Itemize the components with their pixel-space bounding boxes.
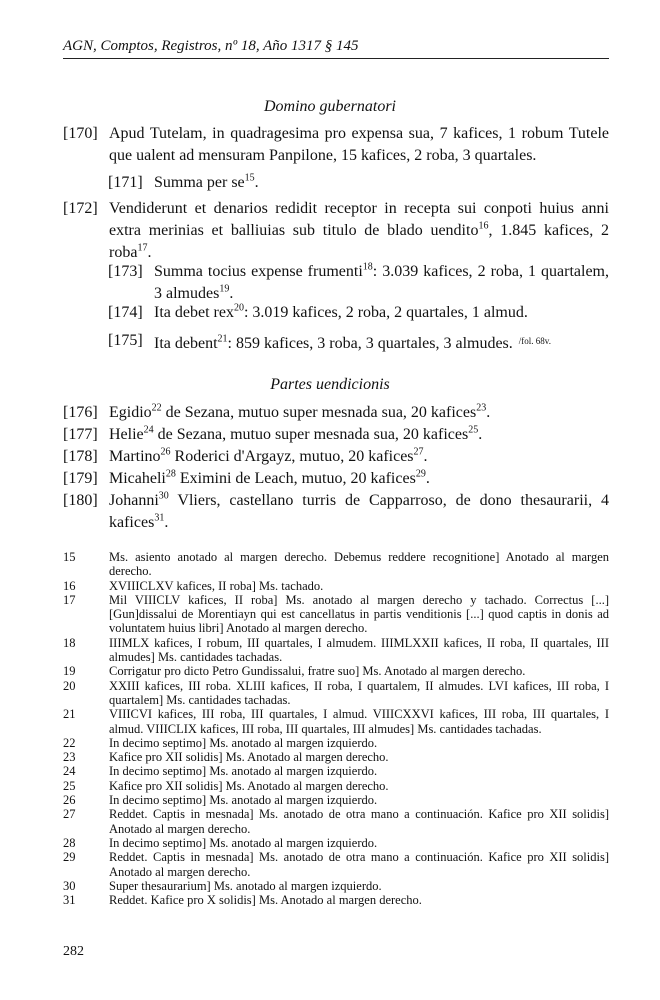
- footnote: [63, 793, 609, 807]
- footnote-text: Ms. asiento anotado al margen derecho. Debemus reddere recognitione] Anotado al margen derecho.: [109, 550, 609, 579]
- footnote: [63, 779, 609, 793]
- entry-177: [63, 424, 609, 446]
- footnote-number: 28: [63, 835, 76, 850]
- entry-178: [63, 446, 609, 468]
- entry-number: [178]: [63, 448, 98, 465]
- entry-text: Martino$^{26}$ Roderici d'Argayz, mutuo, 20 kafices$^{27}$.: [109, 446, 428, 465]
- entry-number: [175]: [108, 332, 143, 349]
- entry-number: [170]: [63, 125, 98, 142]
- footnote-text: Mil VIIICLV kafices, II roba] Ms. anotado al margen derecho y tachado. Correctus [...] [Gun]dissalui de Morentiayn qui est cancellatus in partis venditionis [...] quod captis in donis ad voluntatem huius libri] Anotado al margen derecho.: [109, 592, 609, 636]
- entry-text: Vendiderunt et denarios redidit receptor in recepta sui conpoti huius anni extra merinias et balliuias sub titulo de blado uendito$^{16}$, 1.845 kafices, 2 roba$^{17}$.: [109, 200, 609, 261]
- entry-number: [179]: [63, 470, 98, 487]
- footnote-number: 30: [63, 878, 76, 893]
- entry-text: Johanni$^{30}$ Vliers, castellano turris de Capparroso, de dono thesaurarii, 4 kafices$^{31}$.: [109, 490, 609, 531]
- footnote-number: 26: [63, 793, 76, 808]
- footnote-number: 16: [63, 578, 76, 593]
- footnote-text: In decimo septimo] Ms. anotado al margen izquierdo.: [109, 835, 378, 850]
- footnote: [63, 664, 609, 678]
- page-number: 282: [63, 944, 84, 959]
- entry-179: [63, 468, 609, 490]
- footnote-text: Reddet. Kafice pro X solidis] Ms. Anotado al margen derecho.: [109, 893, 422, 908]
- footnote: [63, 736, 609, 750]
- entry-text: Helie$^{24}$ de Sezana, mutuo super mesnada sua, 20 kafices$^{25}$.: [109, 424, 483, 443]
- footnote: [63, 750, 609, 764]
- footnote-text: VIIICVI kafices, III roba, III quartales, I almud. VIIICXXVI kafices, III roba, III quartales, I almud. VIIICLIX kafices, III roba, III quartales, III almudes] Ms. cantidades tachadas.: [109, 707, 609, 736]
- footnote-text: In decimo septimo] Ms. anotado al margen izquierdo.: [109, 793, 378, 808]
- entry-text: Summa per $se^{15}$.: [154, 172, 259, 191]
- footnote: [63, 679, 609, 708]
- entry-175: [108, 330, 609, 352]
- footnote-number: 21: [63, 707, 76, 722]
- footnote-text: Kafice pro XII solidis] Ms. Anotado al margen derecho.: [109, 750, 389, 765]
- footnote-number: 31: [63, 893, 76, 908]
- footnote: [63, 836, 609, 850]
- footnote-text: Kafice pro XII solidis] Ms. Anotado al margen derecho.: [109, 778, 389, 793]
- entry-number: [172]: [63, 200, 98, 217]
- footnote-number: 19: [63, 664, 76, 679]
- footnote-number: 17: [63, 592, 76, 607]
- footnote-number: 18: [63, 635, 76, 650]
- footnote: [63, 593, 609, 636]
- entry-number: [174]: [108, 304, 143, 321]
- footnote-number: 22: [63, 735, 76, 750]
- footnote-number: 23: [63, 750, 76, 765]
- footnote-text: Reddet. Captis in mesnada] Ms. anotado de otra mano a continuación. Kafice pro XII solidis] Anotado al margen derecho.: [109, 807, 609, 836]
- footnote-text: Reddet. Captis in mesnada] Ms. anotado de otra mano a continuación. Kafice pro XII solidis] Anotado al margen derecho.: [109, 850, 609, 879]
- footnote: [63, 764, 609, 778]
- footnotes: [63, 550, 609, 907]
- entry-171: [108, 172, 528, 194]
- footnote-text: In decimo septimo] Ms. anotado al margen izquierdo.: [109, 735, 378, 750]
- footnote: [63, 550, 609, 579]
- footnote: [63, 893, 609, 907]
- footnote: [63, 879, 609, 893]
- entry-number: [171]: [108, 174, 143, 191]
- section-title-gubernator: Domino gubernatori: [264, 98, 396, 115]
- entry-173: [108, 261, 609, 305]
- footnote-text: IIIMLX kafices, I robum, III quartales, I almudem. IIIMLXXII kafices, II roba, II quartales, III almudes] Ms. cantidades tachadas.: [109, 635, 609, 665]
- entry-text: Egidio$^{22}$ de Sezana, mutuo super mesnada sua, 20 kafices$^{23}$.: [109, 402, 491, 421]
- entry-174: [108, 302, 609, 324]
- footnote: [63, 707, 609, 736]
- entry-number: [180]: [63, 492, 98, 509]
- entry-number: [173]: [108, 263, 143, 280]
- section-title-partes: Partes uendicionis: [270, 376, 390, 393]
- footnote: [63, 636, 609, 665]
- entry-text: Ita debet rex$^{20}$: 3.019 kafices, 2 roba, 2 quartales, 1 almud.: [154, 302, 528, 321]
- entry-180: [63, 490, 609, 534]
- footnote-number: 15: [63, 550, 76, 564]
- entry-number: [177]: [63, 426, 98, 443]
- footnote: [63, 579, 609, 593]
- entry-text: Micaheli$^{28}$ Eximini de Leach, mutuo, 20 kafices$^{29}$.: [109, 468, 430, 487]
- entry-text: Summa tocius expense frumenti$^{18}$: 3.039 kafices, 2 roba, 1 quartalem, 3 almudes$^{19}$.: [154, 261, 610, 302]
- footnote-number: 24: [63, 764, 76, 779]
- entry-text: Ita debent$^{21}$: 859 kafices, 3 roba, 3 quartales, 3 almudes. $^{/fol. 68v.}$: [154, 333, 551, 352]
- running-header: AGN, Comptos, Registros, nº 18, Año 1317 § 145: [63, 38, 609, 59]
- footnote-text: In decimo septimo] Ms. anotado al margen izquierdo.: [109, 764, 378, 779]
- footnote-number: 29: [63, 850, 76, 865]
- footnote-text: XXIII kafices, III roba. XLIII kafices, II roba, I quartalem, II almudes. LVI kafices, III roba, I quartalem] Ms. cantidades tachadas.: [109, 678, 609, 707]
- footnote-number: 20: [63, 678, 76, 693]
- footnote: [63, 807, 609, 836]
- entry-170: [63, 123, 609, 167]
- entry-172: [63, 198, 609, 264]
- footnote-text: XVIIICLXV kafices, II roba] Ms. tachado.: [109, 578, 324, 593]
- footnote-number: 27: [63, 807, 76, 822]
- folio-marker: /fol. 68v.: [518, 336, 551, 346]
- entry-text: Apud Tutelam, in quadragesima pro expensa sua, 7 kafices, 1 robum Tutele que ualent ad mensuram Panpilone, 15 kafices, 2 roba, 3 quartales.: [109, 125, 609, 164]
- entry-number: [176]: [63, 404, 98, 421]
- footnote-text: Corrigatur pro dicto Petro Gundissalui, fratre suo] Ms. Anotado al margen derecho.: [109, 664, 526, 679]
- footnote-text: Super thesaurarium] Ms. anotado al margen izquierdo.: [109, 878, 382, 893]
- entry-176: [63, 402, 609, 424]
- footnote: [63, 850, 609, 879]
- footnote-number: 25: [63, 778, 76, 793]
